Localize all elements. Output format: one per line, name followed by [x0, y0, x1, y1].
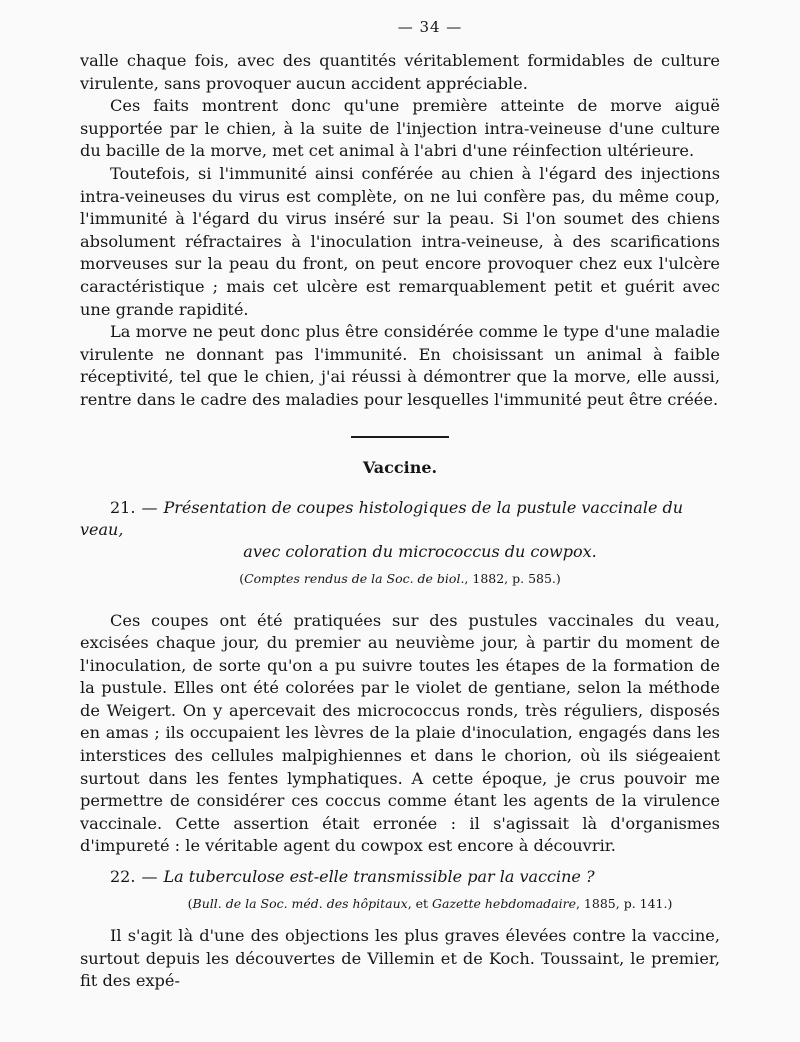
paragraph-toutefois: Toutefois, si l'immunité ainsi conférée au chien à l'égard des injections intra-veineuses du virus est complète, on ne lui confère pas, du même coup, l'immunité à l'égard du virus inséré sur la peau. Si l'on soumet des chiens absolument réfractaires à l'inoculation intra-veineuse, à des scarifications morveuses sur la peau du front, on peut encore provoquer chez eux l'ulcère caractéristique ; mais cet ulcère est remarquablement petit et guérit avec une grande rapidité. [80, 163, 720, 319]
paragraph-objections: Il s'agit là d'une des objections les plus graves élevées contre la vaccine, surtout depuis les découvertes de Villemin et de Koch. Toussaint, le premier, fit des expé- [80, 926, 720, 991]
entry-22-heading [80, 866, 720, 888]
paragraph-morve: La morve ne peut donc plus être considérée comme le type d'une maladie virulente ne donnant pas l'immunité. En choisissant un animal à faible réceptivité, tel que le chien, j'ai réussi à démontrer que la morve, elle aussi, rentre dans le cadre des maladies pour lesquelles l'immunité peut être créée. [80, 322, 720, 409]
entry-21-citation: (Comptes rendus de la Soc. de biol., 1882, p. 585.) [239, 570, 561, 586]
entry-dash: — [141, 867, 158, 887]
paragraph-faits: Ces faits montrent donc qu'une première atteinte de morve aiguë supportée par le chien, à la suite de l'injection intra-veineuse d'une culture du bacille de la morve, met cet animal à l'abri d'une réinfection ultérieure. [80, 96, 720, 161]
paragraph-continuation: valle chaque fois, avec des quantités véritablement formidables de culture virulente, sans provoquer aucun accident appréciable. [80, 51, 720, 93]
section-heading: Vaccine. [362, 457, 438, 477]
entry-21-heading [80, 497, 720, 563]
paragraph-coupes: Ces coupes ont été pratiquées sur des pustules vaccinales du veau, excisées chaque jour, du premier au neuvième jour, à partir du moment de l'inoculation, de sorte qu'on a pu suivre toutes les étapes de la formation de la pustule. Elles ont été colorées par le violet de gentiane, selon la méthode de Weigert. On y apercevait des micrococcus ronds, très réguliers, disposés en amas ; ils occupaient les lèvres de la plaie d'inoculation, engagés dans les interstices des cellules malpighiennes et dans le chorion, où ils siégeaient surtout dans les fentes lymphatiques. A cette époque, je crus pouvoir me permettre de considérer ces coccus comme étant les agents de la virulence vaccinale. Cette assertion était erronée : il s'agissait là d'organismes d'impureté : le véritable agent du cowpox est encore à découvrir. [80, 610, 720, 856]
entry-title-continued: avec coloration du micrococcus du cowpox. [243, 541, 597, 561]
citation-source: Comptes rendus de la Soc. de biol. [244, 570, 465, 586]
entry-22-citation: (Bull. de la Soc. méd. des hôpitaux, et Gazette hebdomadaire, 1885, p. 141.) [187, 896, 673, 912]
entry-dash: — [141, 497, 158, 517]
entry-title: La tuberculose est-elle transmissible par la vaccine ? [163, 867, 595, 887]
citation-source: Bull. de la Soc. méd. des hôpitaux [192, 896, 408, 912]
page-number: — 34 — [397, 18, 463, 36]
section-divider [351, 436, 449, 438]
entry-number: 22. [110, 867, 136, 887]
citation-source: Gazette hebdomadaire [432, 896, 576, 912]
entry-number: 21. [110, 497, 136, 517]
entry-title: Présentation de coupes histologiques de la pustule vaccinale du veau, [80, 497, 684, 539]
